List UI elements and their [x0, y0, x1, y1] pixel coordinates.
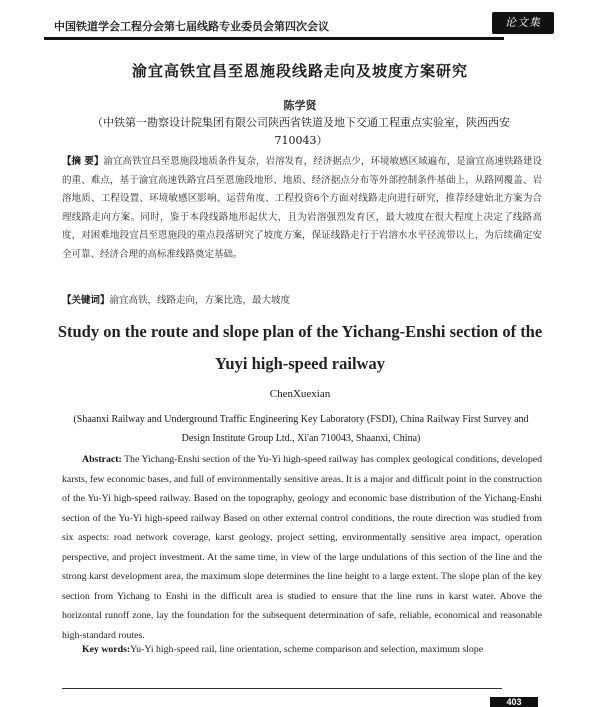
- english-author: ChenXuexian: [269, 388, 331, 400]
- running-header: [44, 14, 554, 36]
- english-abstract: [62, 450, 542, 645]
- chinese-keywords: [62, 292, 542, 310]
- chinese-abstract: [62, 153, 542, 264]
- chinese-keywords-text: 渝宜高铁，线路走向，方案比选，最大坡度: [109, 295, 291, 306]
- footer-rule: [62, 688, 502, 689]
- english-abstract-text: The Yichang-Enshi section of the Yu-Yi high-speed railway has complex geological conditions, developed karsts, few economic bases, and full of environmentally sensitive areas. It is a major and difficult point in the construction of the Yu-Yi high-speed railway. Based on the topography, geology and economic base distribution of the Yichang-Enshi section of the Yu-Yi high-speed railway Based on other external control conditions, the route direction was studied from six aspects: road network coverage, karst geology, project setting, environmentally sensitive area impact, operation perspective, and project investment. At the same time, in view of the large undulations of this section of the line and the strong karst development area, the maximum slope determines the line height to a large extent. The slope plan of the key section from Yichang to Enshi in the difficult area is studied to ensure that the line runs in karst water. Above the horizontal runoff zone, lay the foundation for the subsequent determination of safe, reliable, economical and reasonable high-standard routes.: [62, 454, 542, 641]
- chinese-author: 陈学贤: [283, 99, 317, 112]
- conference-header-text: 中国铁道学会工程分会第七届线路专业委员会第四次会议: [54, 20, 329, 33]
- chinese-abstract-label: 【摘 要】: [62, 156, 104, 167]
- page-number: 403: [490, 697, 538, 707]
- chinese-keywords-label: 【关键词】: [62, 295, 110, 306]
- chinese-affiliation: （中铁第一勘察设计院集团有限公司陕西省铁道及地下交通工程重点实验室，陕西西安 710043）: [92, 116, 510, 147]
- chinese-abstract-text: 渝宜高铁宜昌至恩施段地质条件复杂，岩溶发育，经济据点少，环境敏感区域遍布，是渝宜高速铁路建设的重、难点，基于渝宜高速铁路宜昌至恩施段地形、地质、经济据点分布等外部控制条件基础上，从路网覆盖、岩溶地质、工程设置、环境敏感区影响、运营角度、工程投资6个方面对线路走向进行研究，推荐经建始北方案为合理线路走向方案。同时，鉴于本段线路地形起伏大，且为岩溶强烈发育区，最大坡度在很大程度上决定了线路高度，对困难地段宜昌至恩施段的重点段落研究了坡度方案，保证线路走行于岩溶水水平径流带以上，为后续确定安全可靠、经济合理的高标准线路奠定基础。: [62, 156, 542, 260]
- chinese-title: 渝宜高铁宜昌至恩施段线路走向及坡度方案研究: [131, 62, 468, 80]
- english-affiliation: (Shaanxi Railway and Underground Traffic Engineering Key Laboratory (FSDI), China Railway First Survey and Design Institute Group Ltd., Xi'an 710043, Shaanxi, China): [73, 414, 529, 444]
- english-keywords: [62, 640, 542, 660]
- proceedings-logo: 论文集: [492, 12, 554, 34]
- english-keywords-text: Yu-Yi high-speed rail, line orientation, scheme comparison and selection, maximum slope: [130, 644, 484, 655]
- header-rule: [44, 37, 504, 40]
- english-title: Study on the route and slope plan of the Yichang-Enshi section of the Yuyi high-speed railway: [57, 322, 543, 373]
- english-abstract-label: Abstract:: [82, 454, 122, 465]
- english-keywords-label: Key words:: [82, 644, 131, 655]
